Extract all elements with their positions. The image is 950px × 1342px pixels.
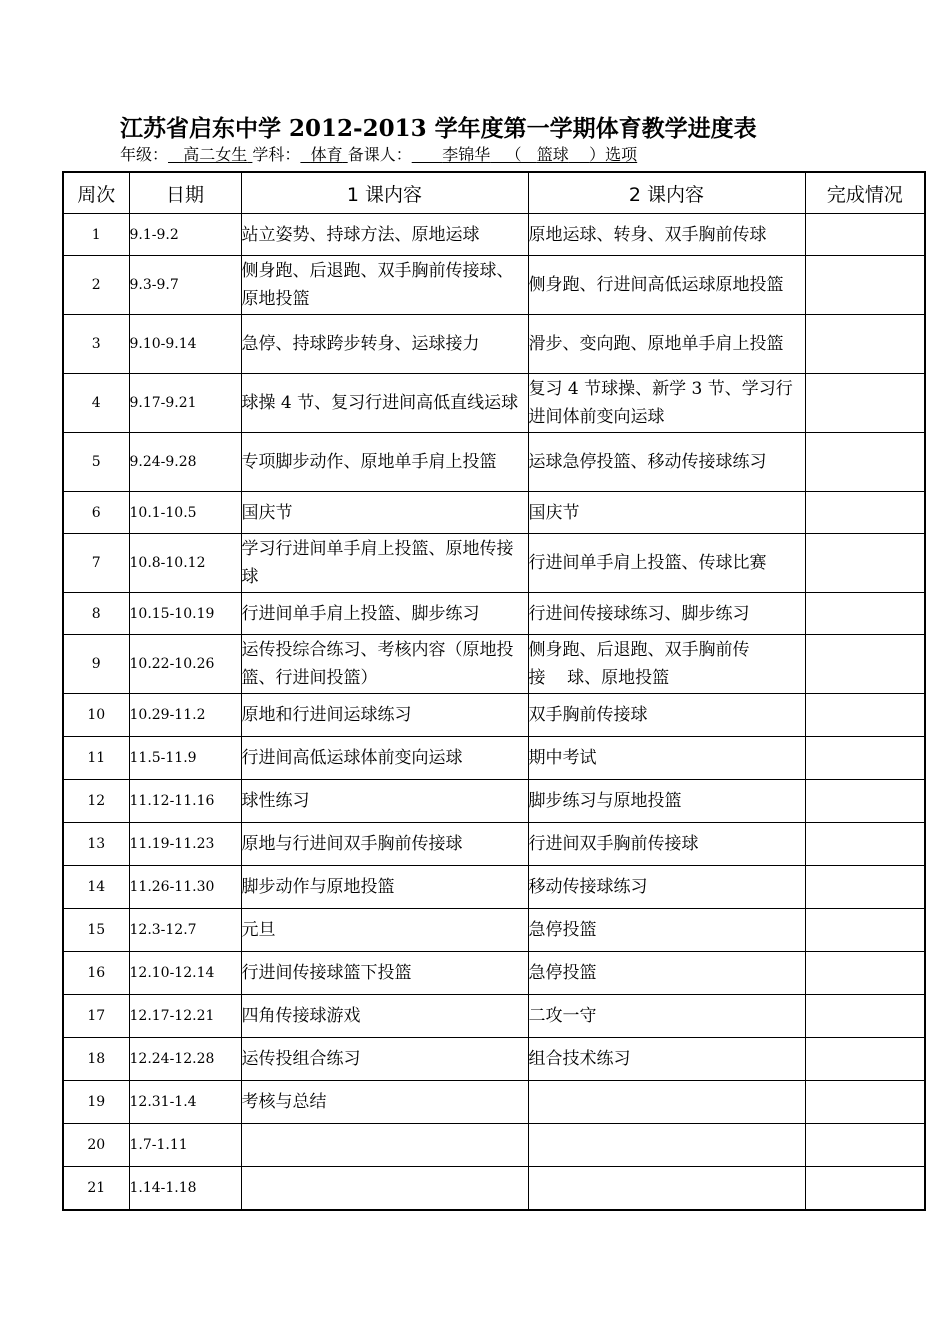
grade-value-wrap — [168, 145, 252, 164]
table-row — [63, 737, 925, 780]
week-cell: 1 — [63, 214, 129, 256]
week-cell: 2 — [63, 256, 129, 315]
lesson-2-cell: 行进间传接球练习、脚步练习 — [528, 593, 805, 635]
lesson-2-cell: 移动传接球练习 — [528, 866, 805, 909]
teacher-option-wrap — [412, 145, 637, 164]
table-row — [63, 694, 925, 737]
table-row — [63, 823, 925, 866]
week-cell: 17 — [63, 995, 129, 1038]
subject-value-wrap — [300, 145, 347, 164]
completion-cell — [805, 433, 925, 492]
week-cell: 15 — [63, 909, 129, 952]
table-row — [63, 433, 925, 492]
completion-cell — [805, 1081, 925, 1124]
lesson-2-cell: 脚步练习与原地投篮 — [528, 780, 805, 823]
completion-cell — [805, 995, 925, 1038]
teaching-schedule-table — [62, 171, 926, 1211]
lesson-2-cell: 行进间单手肩上投篮、传球比赛 — [528, 534, 805, 593]
completion-cell — [805, 635, 925, 694]
week-cell: 18 — [63, 1038, 129, 1081]
date-cell: 11.5-11.9 — [129, 737, 241, 780]
week-cell: 3 — [63, 315, 129, 374]
date-cell: 12.24-12.28 — [129, 1038, 241, 1081]
header-lesson-1: 1 课内容 — [241, 172, 528, 214]
week-cell: 20 — [63, 1124, 129, 1167]
table-row — [63, 909, 925, 952]
date-cell: 10.15-10.19 — [129, 593, 241, 635]
lesson-1-cell: 站立姿势、持球方法、原地运球 — [241, 214, 528, 256]
date-cell: 12.31-1.4 — [129, 1081, 241, 1124]
lesson-1-cell: 运传投综合练习、考核内容（原地投篮、行进间投篮） — [241, 635, 528, 694]
table-row — [63, 1124, 925, 1167]
lesson-1-cell: 学习行进间单手肩上投篮、原地传接球 — [241, 534, 528, 593]
lesson-2-cell: 急停投篮 — [528, 909, 805, 952]
completion-cell — [805, 780, 925, 823]
date-cell: 10.1-10.5 — [129, 492, 241, 534]
document-title: 江苏省启东中学 2012-2013 学年度第一学期体育教学进度表 — [120, 115, 757, 142]
header-lesson-2: 2 课内容 — [528, 172, 805, 214]
header-week: 周次 — [63, 172, 129, 214]
date-cell: 9.17-9.21 — [129, 374, 241, 433]
lesson-2-cell: 行进间双手胸前传接球 — [528, 823, 805, 866]
lesson-2-cell: 侧身跑、后退跑、双手胸前传接 球、原地投篮 — [528, 635, 805, 694]
lesson-1-cell: 运传投组合练习 — [241, 1038, 528, 1081]
option-value: 篮球 — [536, 145, 569, 164]
completion-cell — [805, 256, 925, 315]
lesson-1-cell: 原地和行进间运球练习 — [241, 694, 528, 737]
table-row — [63, 1081, 925, 1124]
week-cell: 19 — [63, 1081, 129, 1124]
lesson-2-cell: 国庆节 — [528, 492, 805, 534]
lesson-2-cell: 组合技术练习 — [528, 1038, 805, 1081]
date-cell: 9.1-9.2 — [129, 214, 241, 256]
week-cell: 8 — [63, 593, 129, 635]
lesson-1-cell: 专项脚步动作、原地单手肩上投篮 — [241, 433, 528, 492]
week-cell: 21 — [63, 1167, 129, 1210]
table-row — [63, 866, 925, 909]
table-header-row — [63, 172, 925, 214]
completion-cell — [805, 315, 925, 374]
lesson-1-cell: 行进间高低运球体前变向运球 — [241, 737, 528, 780]
completion-cell — [805, 1038, 925, 1081]
completion-cell — [805, 534, 925, 593]
lesson-2-cell: 复习 4 节球操、新学 3 节、学习行进间体前变向运球 — [528, 374, 805, 433]
lesson-1-cell: 原地与行进间双手胸前传接球 — [241, 823, 528, 866]
week-cell: 7 — [63, 534, 129, 593]
date-cell: 10.29-11.2 — [129, 694, 241, 737]
table-row — [63, 952, 925, 995]
lesson-2-cell: 原地运球、转身、双手胸前传球 — [528, 214, 805, 256]
table-row — [63, 374, 925, 433]
lesson-2-cell: 滑步、变向跑、原地单手肩上投篮 — [528, 315, 805, 374]
date-cell: 11.12-11.16 — [129, 780, 241, 823]
lesson-1-cell: 考核与总结 — [241, 1081, 528, 1124]
date-cell: 9.3-9.7 — [129, 256, 241, 315]
table-row — [63, 315, 925, 374]
header-completion: 完成情况 — [805, 172, 925, 214]
date-cell: 11.26-11.30 — [129, 866, 241, 909]
table-row — [63, 492, 925, 534]
lesson-2-cell: 侧身跑、行进间高低运球原地投篮 — [528, 256, 805, 315]
week-cell: 6 — [63, 492, 129, 534]
week-cell: 4 — [63, 374, 129, 433]
grade-label: 年级： — [120, 145, 169, 164]
lesson-1-cell: 脚步动作与原地投篮 — [241, 866, 528, 909]
completion-cell — [805, 952, 925, 995]
lesson-1-cell: 球性练习 — [241, 780, 528, 823]
lesson-1-cell — [241, 1167, 528, 1210]
subject-value: 体育 — [310, 145, 343, 164]
week-cell: 10 — [63, 694, 129, 737]
lesson-1-cell: 元旦 — [241, 909, 528, 952]
week-cell: 9 — [63, 635, 129, 694]
teacher-value: 李锦华 — [442, 145, 491, 164]
lesson-1-cell: 行进间单手肩上投篮、脚步练习 — [241, 593, 528, 635]
week-cell: 13 — [63, 823, 129, 866]
header-date: 日期 — [129, 172, 241, 214]
table-row — [63, 214, 925, 256]
completion-cell — [805, 1124, 925, 1167]
lesson-1-cell: 行进间传接球篮下投篮 — [241, 952, 528, 995]
completion-cell — [805, 593, 925, 635]
week-cell: 11 — [63, 737, 129, 780]
completion-cell — [805, 909, 925, 952]
table-row — [63, 1167, 925, 1210]
completion-cell — [805, 866, 925, 909]
table-row — [63, 534, 925, 593]
subject-label: 学科： — [252, 145, 301, 164]
lesson-1-cell: 四角传接球游戏 — [241, 995, 528, 1038]
table-row — [63, 635, 925, 694]
completion-cell — [805, 492, 925, 534]
lesson-2-cell — [528, 1167, 805, 1210]
date-cell: 12.17-12.21 — [129, 995, 241, 1038]
lesson-1-cell — [241, 1124, 528, 1167]
lesson-2-cell: 双手胸前传接球 — [528, 694, 805, 737]
week-cell: 12 — [63, 780, 129, 823]
completion-cell — [805, 694, 925, 737]
table-row — [63, 256, 925, 315]
date-cell: 11.19-11.23 — [129, 823, 241, 866]
lesson-2-cell: 二攻一守 — [528, 995, 805, 1038]
table-row — [63, 995, 925, 1038]
date-cell: 1.14-1.18 — [129, 1167, 241, 1210]
lesson-2-cell: 期中考试 — [528, 737, 805, 780]
date-cell: 10.22-10.26 — [129, 635, 241, 694]
table-row — [63, 593, 925, 635]
option-close: ）选项 — [589, 145, 638, 164]
course-info-line — [120, 145, 637, 165]
completion-cell — [805, 214, 925, 256]
completion-cell — [805, 1167, 925, 1210]
date-cell: 12.10-12.14 — [129, 952, 241, 995]
grade-value: 高二女生 — [183, 145, 248, 164]
lesson-1-cell: 侧身跑、后退跑、双手胸前传接球、原地投篮 — [241, 256, 528, 315]
date-cell: 12.3-12.7 — [129, 909, 241, 952]
week-cell: 14 — [63, 866, 129, 909]
lesson-1-cell: 球操 4 节、复习行进间高低直线运球 — [241, 374, 528, 433]
lesson-1-cell: 急停、持球跨步转身、运球接力 — [241, 315, 528, 374]
week-cell: 16 — [63, 952, 129, 995]
lesson-2-cell: 运球急停投篮、移动传接球练习 — [528, 433, 805, 492]
date-cell: 9.24-9.28 — [129, 433, 241, 492]
option-open: （ — [505, 145, 522, 164]
table-row — [63, 780, 925, 823]
completion-cell — [805, 737, 925, 780]
lesson-2-cell — [528, 1081, 805, 1124]
date-cell: 10.8-10.12 — [129, 534, 241, 593]
lesson-2-cell: 急停投篮 — [528, 952, 805, 995]
date-cell: 9.10-9.14 — [129, 315, 241, 374]
week-cell: 5 — [63, 433, 129, 492]
lesson-2-cell — [528, 1124, 805, 1167]
completion-cell — [805, 374, 925, 433]
table-row — [63, 1038, 925, 1081]
date-cell: 1.7-1.11 — [129, 1124, 241, 1167]
completion-cell — [805, 823, 925, 866]
teacher-label: 备课人： — [347, 145, 412, 164]
lesson-1-cell: 国庆节 — [241, 492, 528, 534]
